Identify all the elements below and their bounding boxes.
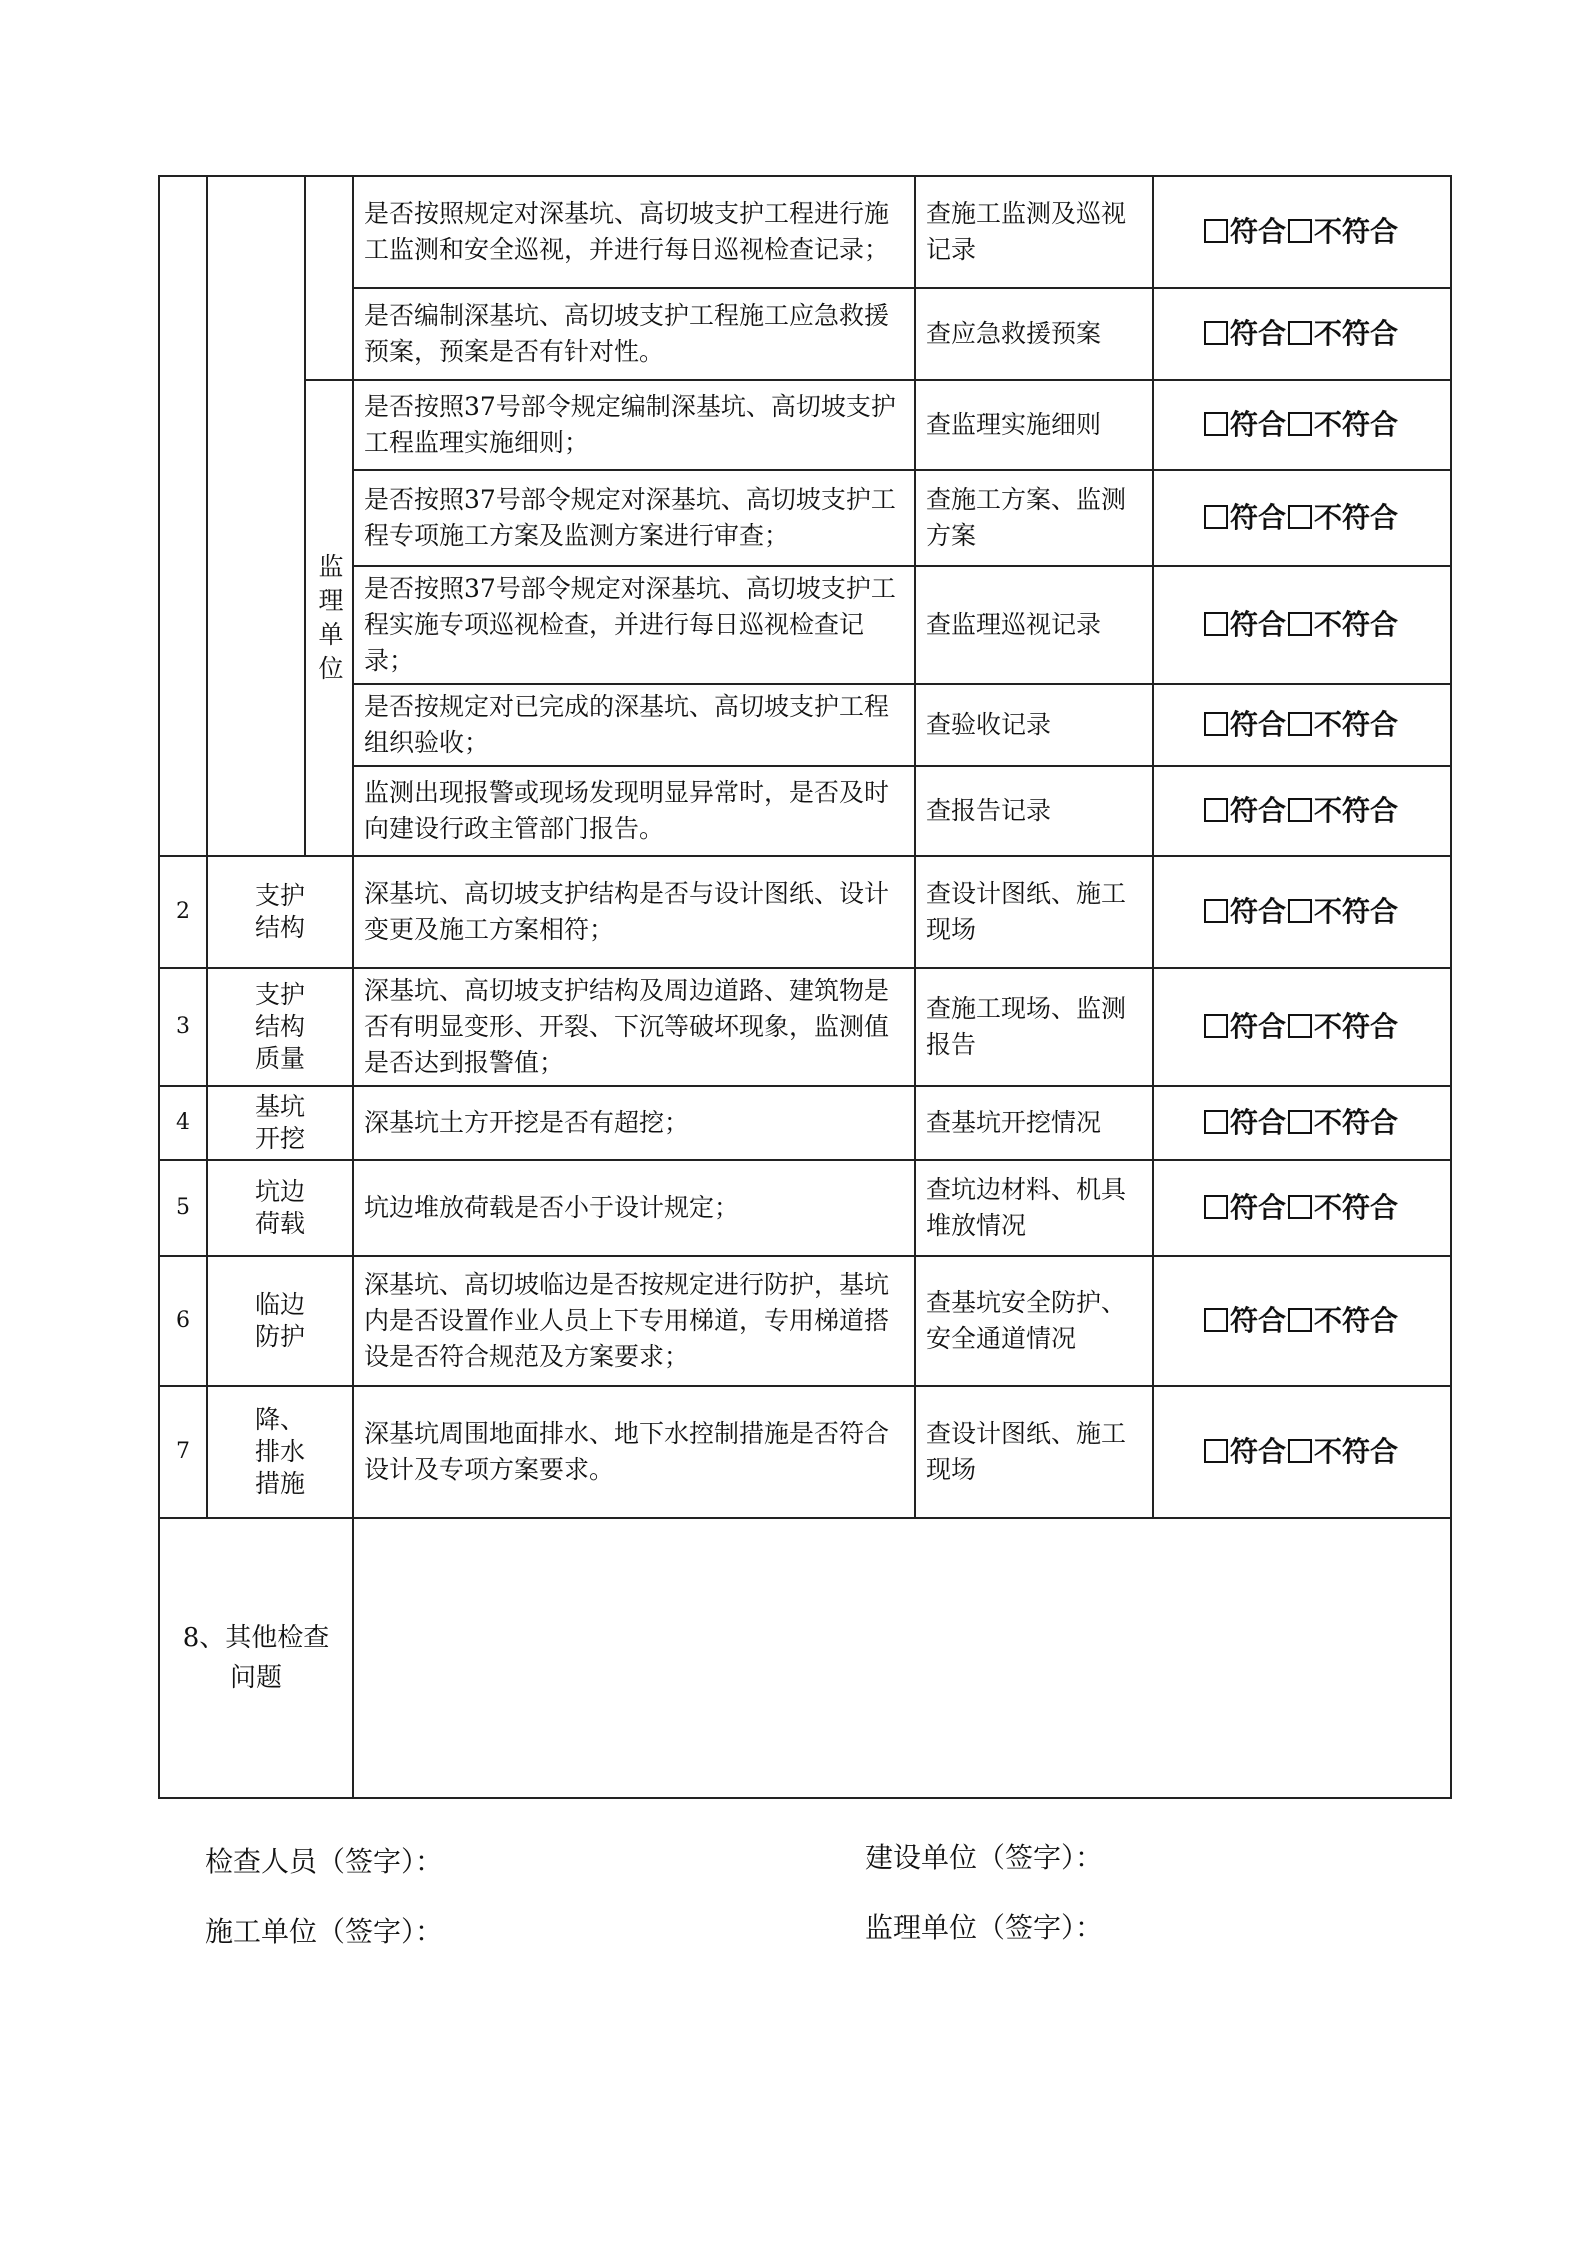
check-content: 坑边堆放荷载是否小于设计规定；	[353, 1160, 915, 1256]
conform-label: 符合	[1229, 408, 1286, 441]
checkbox-icon[interactable]	[1288, 1308, 1312, 1332]
checkbox-icon[interactable]	[1288, 798, 1312, 822]
table-row	[159, 470, 1451, 566]
result-checkboxes[interactable]	[1153, 1160, 1451, 1256]
constructor-signature: 施工单位（签字）：	[205, 1915, 444, 1948]
checkbox-icon[interactable]	[1204, 1110, 1228, 1134]
checkbox-icon[interactable]	[1204, 899, 1228, 923]
result-checkboxes[interactable]	[1153, 766, 1451, 856]
checkbox-icon[interactable]	[1288, 1110, 1312, 1134]
checkbox-icon[interactable]	[1204, 321, 1228, 345]
checkbox-icon[interactable]	[1288, 899, 1312, 923]
conform-label: 符合	[1229, 794, 1286, 827]
check-method: 查应急救援预案	[915, 288, 1153, 380]
category-label: 基坑开挖	[254, 1092, 305, 1153]
check-content: 监测出现报警或现场发现明显异常时，是否及时向建设行政主管部门报告。	[353, 766, 915, 856]
check-content: 是否按照37号部令规定对深基坑、高切坡支护工程专项施工方案及监测方案进行审查；	[353, 470, 915, 566]
result-checkboxes[interactable]	[1153, 380, 1451, 470]
nonconform-label: 不符合	[1314, 408, 1399, 441]
category-cell	[207, 1386, 353, 1518]
checkbox-icon[interactable]	[1204, 1439, 1228, 1463]
nonconform-label: 不符合	[1314, 1191, 1399, 1224]
check-content: 深基坑、高切坡临边是否按规定进行防护，基坑内是否设置作业人员上下专用梯道，专用梯道搭设是否符合规范及方案要求；	[353, 1256, 915, 1386]
row-number: 6	[159, 1256, 207, 1386]
result-checkboxes[interactable]	[1153, 176, 1451, 288]
table-row	[159, 1086, 1451, 1160]
nonconform-label: 不符合	[1314, 317, 1399, 350]
checkbox-icon[interactable]	[1204, 798, 1228, 822]
table-row	[159, 1256, 1451, 1386]
table-row	[159, 968, 1451, 1086]
check-method: 查监理巡视记录	[915, 566, 1153, 684]
check-method: 查设计图纸、施工现场	[915, 1386, 1153, 1518]
category-label: 支护结构	[254, 881, 305, 942]
check-method: 查报告记录	[915, 766, 1153, 856]
table-row	[159, 766, 1451, 856]
checkbox-icon[interactable]	[1204, 1014, 1228, 1038]
table-row	[159, 1160, 1451, 1256]
table-row	[159, 176, 1451, 288]
inspection-table	[158, 175, 1452, 1799]
category-cell	[207, 1256, 353, 1386]
supervisor-signature: 监理单位（签字）：	[865, 1911, 1104, 1944]
conform-label: 符合	[1229, 895, 1286, 928]
builder-signature: 建设单位（签字）：	[865, 1841, 1104, 1874]
checkbox-icon[interactable]	[1204, 1308, 1228, 1332]
conform-label: 符合	[1229, 1010, 1286, 1043]
checkbox-icon[interactable]	[1288, 1014, 1312, 1038]
check-method: 查施工监测及巡视记录	[915, 176, 1153, 288]
category-cell	[207, 1086, 353, 1160]
checkbox-icon[interactable]	[1288, 505, 1312, 529]
conform-label: 符合	[1229, 608, 1286, 641]
table-row	[159, 1518, 1451, 1798]
subsection-cell	[305, 380, 353, 856]
checkbox-icon[interactable]	[1288, 1195, 1312, 1219]
check-content: 是否按照37号部令规定编制深基坑、高切坡支护工程监理实施细则；	[353, 380, 915, 470]
table-row	[159, 566, 1451, 684]
nonconform-label: 不符合	[1314, 1010, 1399, 1043]
inspector-signature: 检查人员（签字）：	[205, 1845, 444, 1878]
nonconform-label: 不符合	[1314, 895, 1399, 928]
checkbox-icon[interactable]	[1288, 321, 1312, 345]
conform-label: 符合	[1229, 1304, 1286, 1337]
check-method: 查坑边材料、机具堆放情况	[915, 1160, 1153, 1256]
row-number: 2	[159, 856, 207, 968]
table-row	[159, 380, 1451, 470]
result-checkboxes[interactable]	[1153, 1386, 1451, 1518]
check-method: 查施工现场、监测报告	[915, 968, 1153, 1086]
table-row	[159, 684, 1451, 766]
conform-label: 符合	[1229, 317, 1286, 350]
result-checkboxes[interactable]	[1153, 856, 1451, 968]
nonconform-label: 不符合	[1314, 708, 1399, 741]
nonconform-label: 不符合	[1314, 501, 1399, 534]
check-content: 是否按照37号部令规定对深基坑、高切坡支护工程实施专项巡视检查，并进行每日巡视检查记录；	[353, 566, 915, 684]
check-method: 查设计图纸、施工现场	[915, 856, 1153, 968]
checkbox-icon[interactable]	[1288, 612, 1312, 636]
nonconform-label: 不符合	[1314, 794, 1399, 827]
check-content: 深基坑土方开挖是否有超挖；	[353, 1086, 915, 1160]
checkbox-icon[interactable]	[1204, 219, 1228, 243]
category-cell	[207, 856, 353, 968]
conform-label: 符合	[1229, 708, 1286, 741]
checkbox-icon[interactable]	[1204, 1195, 1228, 1219]
result-checkboxes[interactable]	[1153, 684, 1451, 766]
nonconform-label: 不符合	[1314, 1435, 1399, 1468]
checkbox-icon[interactable]	[1204, 612, 1228, 636]
conform-label: 符合	[1229, 1106, 1286, 1139]
check-content: 是否编制深基坑、高切坡支护工程施工应急救援预案，预案是否有针对性。	[353, 288, 915, 380]
table-row	[159, 856, 1451, 968]
check-content: 深基坑、高切坡支护结构及周边道路、建筑物是否有明显变形、开裂、下沉等破坏现象，监测值是否达到报警值；	[353, 968, 915, 1086]
nonconform-label: 不符合	[1314, 608, 1399, 641]
check-method: 查基坑开挖情况	[915, 1086, 1153, 1160]
row-number: 7	[159, 1386, 207, 1518]
row-number: 5	[159, 1160, 207, 1256]
category-cell	[207, 968, 353, 1086]
checkbox-icon[interactable]	[1204, 712, 1228, 736]
checkbox-icon[interactable]	[1288, 1439, 1312, 1463]
table-row	[159, 288, 1451, 380]
nonconform-label: 不符合	[1314, 215, 1399, 248]
conform-label: 符合	[1229, 501, 1286, 534]
subsection-cell	[305, 176, 353, 380]
result-checkboxes[interactable]	[1153, 968, 1451, 1086]
table-row	[159, 1386, 1451, 1518]
result-checkboxes[interactable]	[1153, 1086, 1451, 1160]
checkbox-icon[interactable]	[1204, 505, 1228, 529]
category-label: 临边防护	[254, 1290, 305, 1351]
conform-label: 符合	[1229, 215, 1286, 248]
check-method: 查验收记录	[915, 684, 1153, 766]
check-content: 深基坑周围地面排水、地下水控制措施是否符合设计及专项方案要求。	[353, 1386, 915, 1518]
result-checkboxes[interactable]	[1153, 288, 1451, 380]
row-number: 4	[159, 1086, 207, 1160]
conform-label: 符合	[1229, 1435, 1286, 1468]
conform-label: 符合	[1229, 1191, 1286, 1224]
checkbox-icon[interactable]	[1288, 712, 1312, 736]
row-number-cell	[159, 176, 207, 856]
checkbox-icon[interactable]	[1288, 412, 1312, 436]
category-cell	[207, 1160, 353, 1256]
other-issues-label: 8、其他检查问题	[159, 1518, 353, 1798]
check-method: 查施工方案、监测方案	[915, 470, 1153, 566]
category-label: 降、排水措施	[254, 1405, 305, 1498]
check-content: 是否按照规定对深基坑、高切坡支护工程进行施工监测和安全巡视，并进行每日巡视检查记录；	[353, 176, 915, 288]
result-checkboxes[interactable]	[1153, 470, 1451, 566]
nonconform-label: 不符合	[1314, 1304, 1399, 1337]
subsection-label: 监理单位	[318, 552, 344, 683]
check-content: 是否按规定对已完成的深基坑、高切坡支护工程组织验收；	[353, 684, 915, 766]
other-issues-field[interactable]	[353, 1518, 1451, 1798]
result-checkboxes[interactable]	[1153, 1256, 1451, 1386]
row-number: 3	[159, 968, 207, 1086]
checkbox-icon[interactable]	[1204, 412, 1228, 436]
checkbox-icon[interactable]	[1288, 219, 1312, 243]
check-method: 查监理实施细则	[915, 380, 1153, 470]
category-label: 支护结构质量	[254, 980, 305, 1073]
category-cell	[207, 176, 305, 856]
category-label: 坑边荷载	[254, 1177, 305, 1238]
nonconform-label: 不符合	[1314, 1106, 1399, 1139]
check-content: 深基坑、高切坡支护结构是否与设计图纸、设计变更及施工方案相符；	[353, 856, 915, 968]
result-checkboxes[interactable]	[1153, 566, 1451, 684]
check-method: 查基坑安全防护、安全通道情况	[915, 1256, 1153, 1386]
